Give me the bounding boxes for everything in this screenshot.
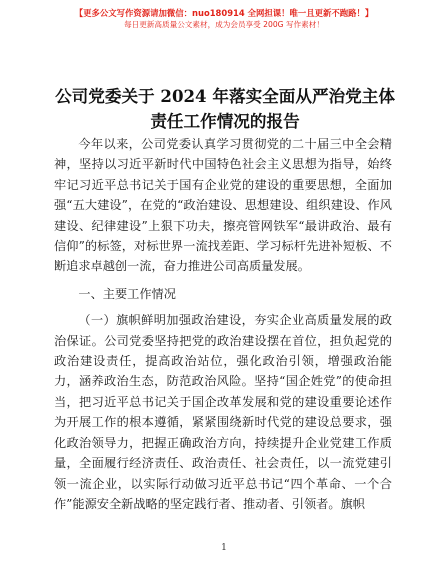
promo-banner-line-1: 【更多公文写作资源请加微信：nuo180914 全网担课！唯一且更新不跑路！】: [74, 8, 374, 18]
body-paragraph: （一）旗帜鲜明加强政治建设，夯实企业高质量发展的政治保证。公司党委坚持把党的政治建设摆在首位，担负起党的政治建设责任，提高政治站位，强化政治引领，增强政治能力，涵养政治生态，防范政治风险。坚持“国企姓党”的使命担当，把习近平总书记关于国企改革发展和党的建设重要论述作为开展工作的根本遵循，紧紧围绕新时代党的建设总要求，强化政治领导力，把握正确政治方向，持续提升企业党建工作质量，全面履行经济责任、政治责任、社会责任，以一流党建引领一流企业，以实际行动做习近平总书记“四个革命、一个合作”能源安全新战略的坚定践行者、推动者、引领者。旗帜: [54, 313, 392, 511]
promo-banner-line-2: 每日更新高质量公文素材，成为会员享受 200G 写作素材！: [124, 20, 324, 29]
promo-banner: [0, 7, 448, 31]
section-heading: 一、主要工作情况: [78, 286, 176, 301]
page-number: 1: [221, 543, 227, 553]
intro-paragraph: 今年以来，公司党委认真学习贯彻党的二十届三中全会精神，坚持以习近平新时代中国特色社会主义思想为指导，始终牢记习近平总书记关于国有企业党的建设的重要思想，全面加强“五大建设”，在党的“政治建设、思想建设、组织建设、作风建设、纪律建设”上狠下功夫，擦亮管网铁军“最讲政治、最有信仰”的标签，对标世界一流找差距、学习标杆先进补短板、不断追求卓越创一流，奋力推进公司高质量发展。: [54, 137, 392, 274]
document-title: 公司党委关于 2024 年落实全面从严治党主体责任工作情况的报告: [55, 86, 395, 131]
document-body: [54, 134, 392, 514]
